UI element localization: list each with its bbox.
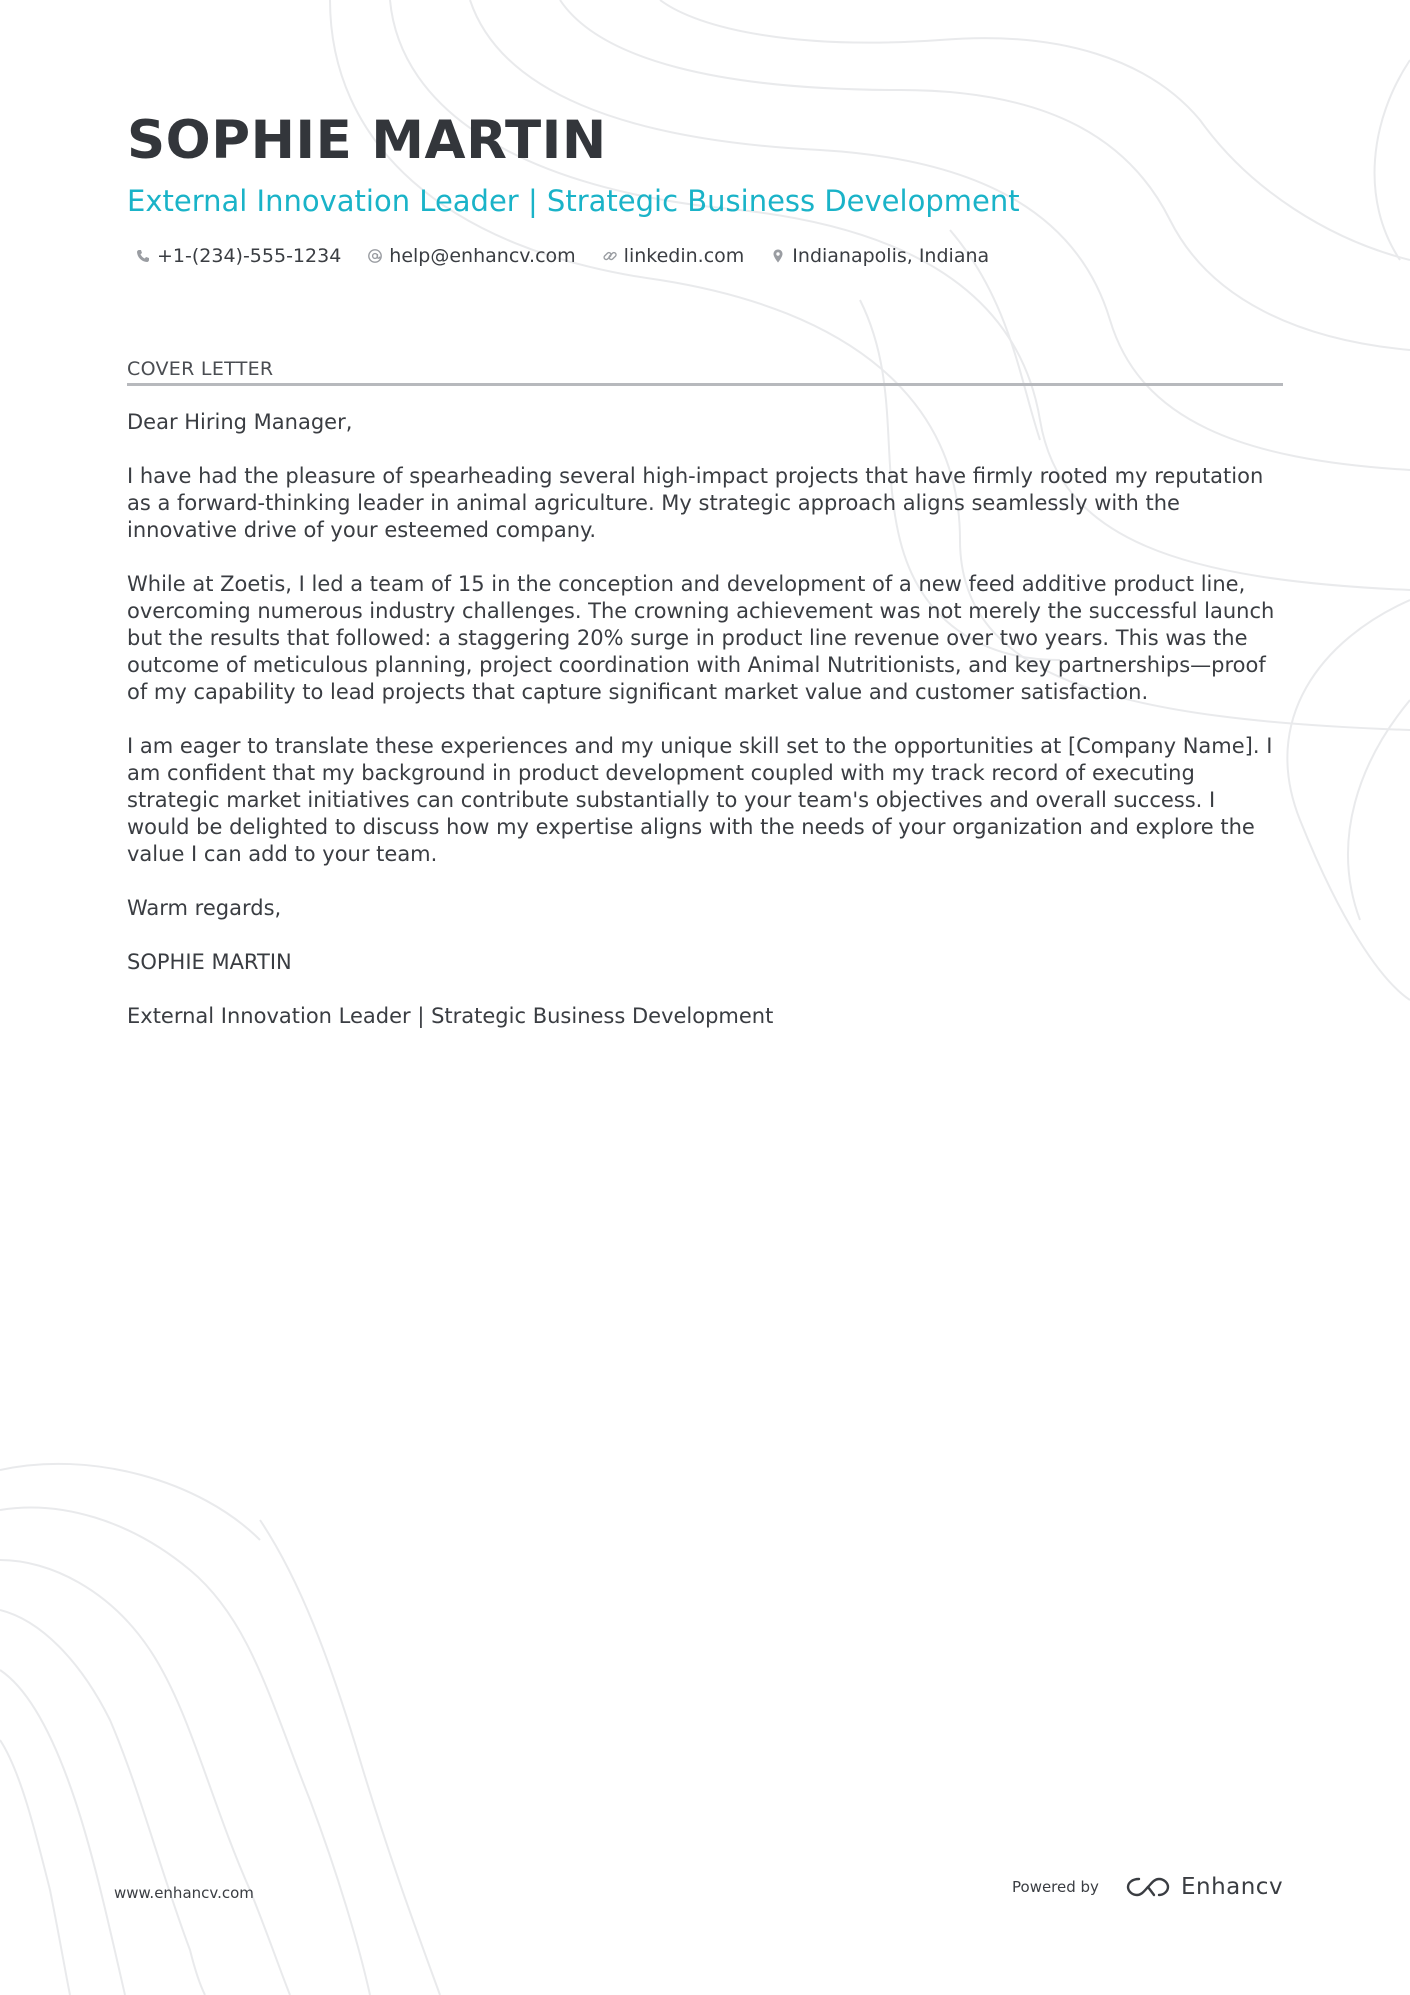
letter-closing: Warm regards, bbox=[127, 896, 282, 920]
contact-linkedin[interactable] bbox=[602, 245, 745, 267]
powered-by-label: Powered by bbox=[1012, 1878, 1099, 1896]
contact-email[interactable] bbox=[367, 245, 575, 267]
letter-paragraph-1: I have had the pleasure of spearheading several high-impact projects that have firmly rooted my reputation as a forward-thinking leader in animal agriculture. My strategic approach aligns seamlessly with the innovative drive of your esteemed company. bbox=[127, 464, 1264, 542]
candidate-headline: External Innovation Leader | Strategic Business Development bbox=[127, 184, 1020, 218]
contact-phone-text: +1-(234)-555-1234 bbox=[157, 245, 342, 267]
contact-phone[interactable] bbox=[135, 245, 341, 267]
at-icon bbox=[367, 248, 383, 264]
contact-linkedin-text: linkedin.com bbox=[623, 245, 745, 267]
enhancv-logo-icon bbox=[1125, 1874, 1171, 1900]
letter-greeting: Dear Hiring Manager, bbox=[127, 410, 353, 434]
section-title-cover-letter: COVER LETTER bbox=[127, 358, 274, 380]
location-pin-icon bbox=[770, 248, 786, 264]
section-divider bbox=[127, 383, 1283, 386]
signature-name: SOPHIE MARTIN bbox=[127, 950, 292, 974]
letter-paragraph-3: I am eager to translate these experiences and my unique skill set to the opportunities at [Company Name]. I am confident that my background in product development coupled with my track record of executing strategic market initiatives can contribute substantially to your team's objectives and overall success. I would be delighted to discuss how my expertise aligns with the needs of your organization and explore the value I can add to your team. bbox=[127, 734, 1273, 866]
contact-email-text: help@enhancv.com bbox=[389, 245, 576, 267]
enhancv-brand-name: Enhancv bbox=[1180, 1874, 1284, 1900]
phone-icon bbox=[135, 248, 151, 264]
letter-paragraph-2: While at Zoetis, I led a team of 15 in the conception and development of a new feed additive product line, overcoming numerous industry challenges. The crowning achievement was not merely the successful launch but the results that followed: a staggering 20% surge in product line revenue over two years. This was the outcome of meticulous planning, project coordination with Animal Nutritionists, and key partnerships—proof of my capability to lead projects that capture significant market value and customer satisfaction. bbox=[127, 572, 1275, 704]
letter-body bbox=[127, 409, 1283, 1057]
footer-branding[interactable] bbox=[1012, 1874, 1283, 1900]
contact-bar bbox=[135, 245, 1015, 267]
link-icon bbox=[602, 248, 618, 264]
signature-title: External Innovation Leader | Strategic Business Development bbox=[127, 1004, 774, 1028]
footer-website-link[interactable]: www.enhancv.com bbox=[114, 1884, 254, 1902]
contact-location-text: Indianapolis, Indiana bbox=[792, 245, 990, 267]
contact-location bbox=[770, 245, 989, 267]
candidate-name: SOPHIE MARTIN bbox=[127, 110, 607, 171]
